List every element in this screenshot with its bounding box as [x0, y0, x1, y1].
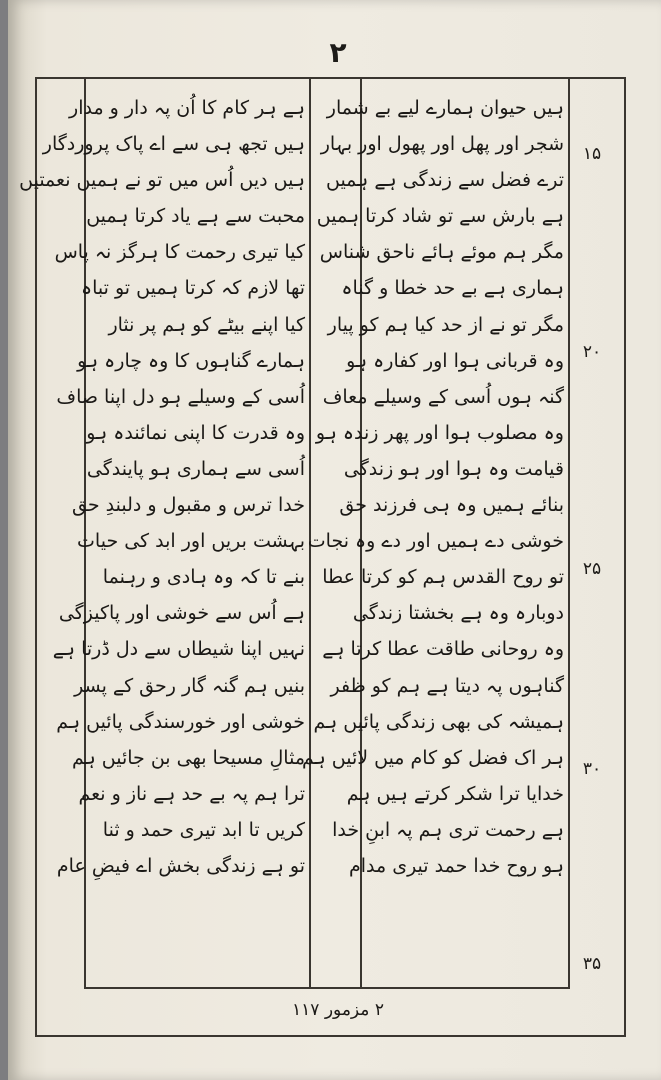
page-number: ۲ — [329, 36, 347, 69]
margin-line-number: ۲۰ — [582, 342, 602, 362]
verse-line: خوشی اور خورسندگی پائیں ہم — [56, 710, 305, 733]
verse-line: وہ قدرت کا اپنی نمائندہ ہو — [86, 421, 305, 444]
verse-line: ہو روح خدا حمد تیری مدام — [348, 854, 564, 877]
verse-line: ہے اُس سے خوشی اور پاکیزگی — [58, 602, 305, 625]
footer-separator — [84, 987, 570, 989]
verse-line: تھا لازم کہ کرتا ہمیں تو تباہ — [81, 277, 305, 300]
verse-line: مثالِ مسیحا بھی بن جائیں ہم — [71, 746, 305, 769]
verse-line: وہ مصلوب ہوا اور پھر زندہ ہو — [315, 421, 564, 444]
verse-line: ہے ہر کام کا اُن پہ دار و مدار — [69, 97, 305, 119]
verse-line: کیا اپنے بیٹے کو ہم پر نثار — [108, 313, 305, 336]
verse-line: ہمارے گناہوں کا وہ چارہ ہو — [77, 349, 305, 372]
left-verse-column — [19, 90, 305, 884]
verse-line: نہیں اپنا شیطاں سے دل ڈرتا ہے — [52, 638, 305, 661]
verse-line: بنے تا کہ وہ ہادی و رہنما — [102, 566, 305, 589]
margin-line-number: ۱۵ — [582, 144, 602, 164]
verse-line: اُسی سے ہماری ہو پایندگی — [86, 457, 305, 480]
verse-line: خوشی دے ہمیں اور دے وہ نجات — [307, 530, 564, 553]
margin-line-number: ۳۵ — [582, 954, 602, 974]
frame-bottom-border — [35, 1035, 626, 1037]
verse-line: کریں تا ابد تیری حمد و ثنا — [102, 818, 305, 841]
verse-line: ترے فضل سے زندگی ہے ہمیں — [325, 169, 564, 192]
verse-line: دوبارہ وہ ہے بخشتا زندگی — [352, 602, 564, 625]
verse-line: بنائے ہمیں وہ ہی فرزند حق — [339, 494, 564, 517]
verse-line: ترا ہم پہ بے حد ہے ناز و نعم — [78, 782, 305, 805]
frame-left-border — [35, 77, 37, 1037]
margin-line-number: ۳۰ — [582, 759, 602, 779]
verse-line: ہیں تجھ ہی سے اے پاک پروردگار — [42, 133, 305, 156]
verse-line: ہیں حیوان ہمارے لیے بے شمار — [326, 97, 564, 119]
verse-line: تو روح القدس ہم کو کرتا عطا — [322, 566, 564, 589]
verse-line: ہماری ہے بے حد خطا و گناہ — [341, 277, 564, 300]
verse-line: محبت سے ہے یاد کرتا ہمیں — [86, 205, 305, 228]
verse-line: وہ روحانی طاقت عطا کرتا ہے — [322, 638, 564, 661]
verse-line: مگر تو نے از حد کیا ہم کو پیار — [327, 313, 564, 336]
verse-line: بہشت بریں اور ابد کی حیات — [77, 530, 305, 553]
verse-line: ہر اک فضل کو کام میں لائیں ہم — [301, 746, 564, 769]
verse-line: ہمیشہ کی بھی زندگی پائیں ہم — [313, 710, 564, 733]
verse-line: خدا ترس و مقبول و دلبندِ حق — [72, 494, 305, 517]
verse-line: وہ قربانی ہوا اور کفارہ ہو — [346, 349, 564, 372]
scanned-page — [8, 0, 661, 1080]
verse-line: مگر ہم موئے ہائے ناحق شناس — [319, 241, 564, 264]
verse-line: ہے بارش سے تو شاد کرتا ہمیں — [316, 205, 564, 228]
verse-line: گنہ ہوں اُسی کے وسیلے معاف — [322, 385, 564, 408]
verse-line: قیامت وہ ہوا اور ہو زندگی — [343, 457, 564, 480]
right-column-right-border — [568, 77, 570, 987]
verse-line: کیا تیری رحمت کا ہرگز نہ پاس — [54, 241, 305, 264]
verse-line: تو ہے زندگی بخش اے فیضِ عام — [56, 854, 305, 877]
frame-right-border — [624, 77, 626, 1037]
footer-reference: ۲ مزمور ۱۱۷ — [292, 1000, 384, 1020]
verse-line: خدایا ترا شکر کرتے ہیں ہم — [346, 782, 564, 805]
verse-line: شجر اور پھل اور پھول اور بہار — [320, 133, 564, 156]
verse-line: ہیں دیں اُس میں تو نے ہمیں نعمتیں — [19, 169, 305, 192]
verse-line: گناہوں پہ دیتا ہے ہم کو ظفر — [330, 674, 564, 697]
margin-line-number: ۲۵ — [582, 559, 602, 579]
verse-line: بنیں ہم گنہ گار رحق کے پسر — [74, 674, 305, 697]
right-verse-column — [301, 90, 564, 884]
frame-top-border — [35, 77, 626, 79]
verse-line: ہے رحمت تری ہم پہ ابنِ خدا — [332, 818, 564, 841]
verse-line: اُسی کے وسیلے ہو دل اپنا صاف — [56, 385, 305, 408]
